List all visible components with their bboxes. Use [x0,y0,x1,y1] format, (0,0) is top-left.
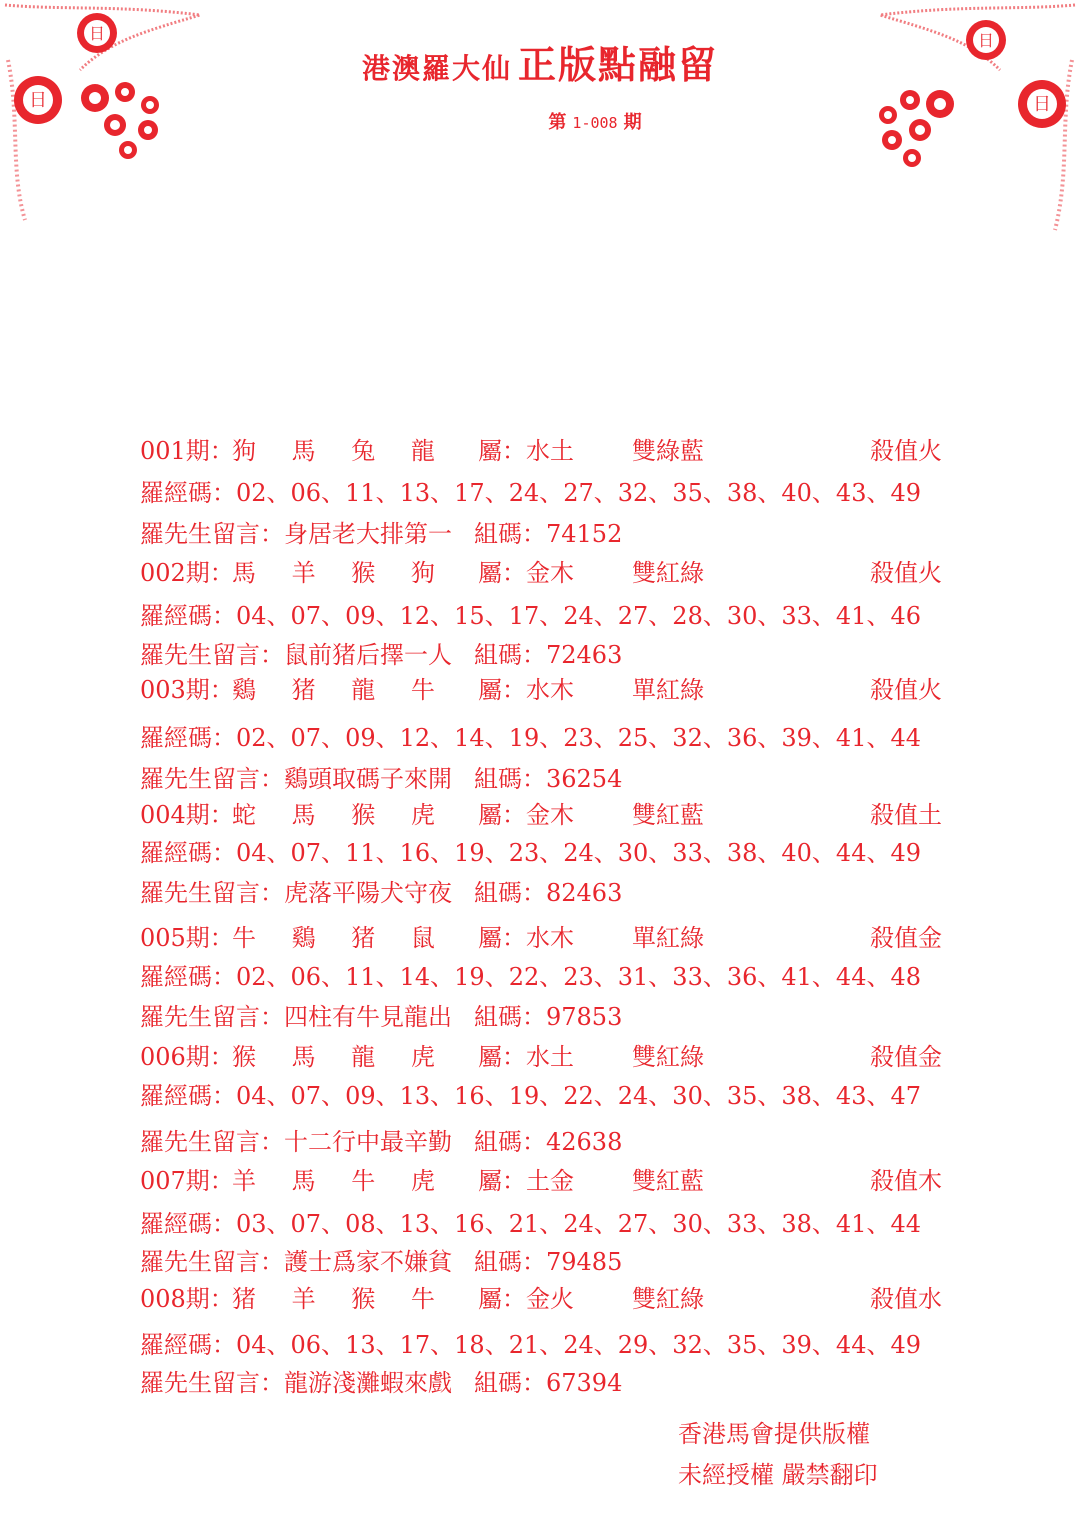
entry-header-row [0,1161,1080,1201]
issue-prefix: 第 [548,112,567,133]
entry-attribute: 屬：金木 [478,559,574,587]
page-title [0,34,1080,89]
issue-label [0,108,1080,134]
entry-period: 001期： [140,437,234,465]
entry-message-row [140,997,622,1032]
entry-kill: 殺值水 [870,1285,942,1313]
entry-message-row [140,1242,622,1277]
entry-numbers: 羅經碼：04、07、09、12、15、17、24、27、28、30、33、41、46 [140,602,922,630]
entry-header-row [0,1037,1080,1077]
entry-period: 004期： [140,801,234,829]
entry-period: 005期： [140,924,234,952]
entry-kill: 殺值金 [870,924,942,952]
entry-message: 羅先生留言：身居老大排第一 [140,520,452,548]
entry-message-row [140,1122,622,1157]
entry-message: 羅先生留言：虎落平陽犬守夜 [140,879,452,907]
entry-code: 組碼：72463 [474,641,623,669]
entry-attribute: 屬：水土 [478,1043,574,1071]
entry-kill: 殺值土 [870,801,942,829]
entry-color: 雙紅綠 [632,1285,704,1313]
entry-numbers: 羅經碼：04、06、13、17、18、21、24、29、32、35、39、44、49 [140,1331,922,1359]
entry-attribute: 屬：土金 [478,1167,574,1195]
entry-message-row [140,635,622,670]
entry-kill: 殺值金 [870,1043,942,1071]
entry-header-row [0,918,1080,958]
seal-text: 日 [29,90,47,111]
entry-color: 雙紅藍 [632,1167,704,1195]
entry-zodiac: 猴 馬 龍 虎 [232,1043,449,1071]
entry-zodiac: 猪 羊 猴 牛 [232,1285,449,1313]
seal-text: 日 [1033,94,1051,115]
entry-zodiac: 蛇 馬 猴 虎 [232,801,449,829]
entry-numbers: 羅經碼：02、07、09、12、14、19、23、25、32、36、39、41、44 [140,724,922,752]
entry-code: 組碼：74152 [474,520,623,548]
entry-message: 羅先生留言：龍游淺灘蝦來戲 [140,1369,452,1397]
entry-message: 羅先生留言：護士爲家不嫌貧 [140,1248,452,1276]
entry-header-row [0,553,1080,593]
entry-code: 組碼：82463 [474,879,623,907]
entry-message: 羅先生留言：四柱有牛見龍出 [140,1003,452,1031]
entry-message-row [140,1363,622,1398]
entry-attribute: 屬：水木 [478,676,574,704]
entry-period: 007期： [140,1167,234,1195]
entry-code: 組碼：67394 [474,1369,623,1397]
entry-code: 組碼：42638 [474,1128,623,1156]
entry-kill: 殺值火 [870,437,942,465]
entry-header-row [0,1279,1080,1319]
entry-kill: 殺值木 [870,1167,942,1195]
entry-period: 008期： [140,1285,234,1313]
entry-period: 006期： [140,1043,234,1071]
entry-attribute: 屬：金火 [478,1285,574,1313]
entry-message-row [140,514,622,549]
entry-header-row [0,795,1080,835]
entry-zodiac: 狗 馬 兔 龍 [232,437,449,465]
entry-color: 雙紅藍 [632,801,704,829]
entry-numbers: 羅經碼：02、06、11、13、17、24、27、32、35、38、40、43、49 [140,479,922,507]
issue-number: 1-008 [572,114,618,132]
entry-kill: 殺值火 [870,676,942,704]
entry-zodiac: 羊 馬 牛 虎 [232,1167,449,1195]
title-part1: 港澳羅大仙 [361,52,512,85]
entry-code: 組碼：97853 [474,1003,623,1031]
entry-color: 單紅綠 [632,924,704,952]
copyright-line: 香港馬會提供版權 [678,1420,870,1448]
entry-period: 003期： [140,676,234,704]
entry-numbers: 羅經碼：03、07、08、13、16、21、24、27、30、33、38、41、44 [140,1210,922,1238]
entry-zodiac: 鷄 猪 龍 牛 [232,676,449,704]
entry-attribute: 屬：金木 [478,801,574,829]
entry-message: 羅先生留言：鷄頭取碼子來開 [140,765,452,793]
entry-color: 雙紅綠 [632,559,704,587]
entry-color: 雙綠藍 [632,437,704,465]
entry-message-row [140,873,622,908]
entry-attribute: 屬：水木 [478,924,574,952]
seal-text: 日 [977,31,995,50]
entry-zodiac: 馬 羊 猴 狗 [232,559,449,587]
entry-attribute: 屬：水土 [478,437,574,465]
issue-suffix: 期 [623,112,642,133]
entry-zodiac: 牛 鷄 猪 鼠 [232,924,449,952]
entry-numbers: 羅經碼：04、07、11、16、19、23、24、30、33、38、40、44、49 [140,839,922,867]
entry-code: 組碼：36254 [474,765,623,793]
entry-code: 組碼：79485 [474,1248,623,1276]
no-reprint-line: 未經授權 嚴禁翻印 [678,1461,878,1489]
entry-color: 單紅綠 [632,676,704,704]
title-part2: 正版點融留 [518,42,719,87]
entry-numbers: 羅經碼：04、07、09、13、16、19、22、24、30、35、38、43、47 [140,1082,922,1110]
entry-message: 羅先生留言：鼠前猪后擇一人 [140,641,452,669]
entry-kill: 殺值火 [870,559,942,587]
entry-numbers: 羅經碼：02、06、11、14、19、22、23、31、33、36、41、44、48 [140,963,922,991]
entry-period: 002期： [140,559,234,587]
entry-message: 羅先生留言：十二行中最辛勤 [140,1128,452,1156]
entry-header-row [0,431,1080,471]
entry-color: 雙紅綠 [632,1043,704,1071]
entry-message-row [140,759,622,794]
seal-text: 日 [88,24,106,43]
entry-header-row [0,670,1080,710]
